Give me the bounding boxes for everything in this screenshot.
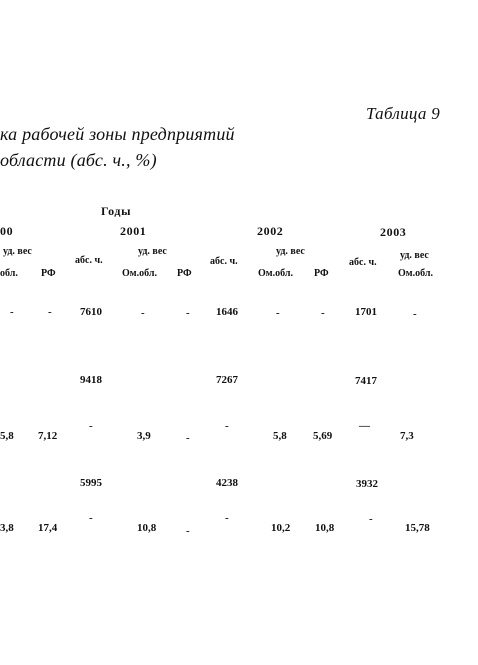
table-cell: -: [141, 307, 145, 319]
table-cell: -: [321, 307, 325, 319]
rf-2002: РФ: [314, 268, 329, 279]
table-cell: 3932: [356, 478, 378, 490]
table-cell: -: [186, 307, 190, 319]
years-header: Годы: [101, 204, 132, 218]
table-cell: 4238: [216, 477, 238, 489]
table-cell: -: [276, 307, 280, 319]
table-cell: 1646: [216, 306, 238, 318]
year-2003: 2003: [380, 225, 407, 239]
table-cell: 7,12: [38, 430, 58, 442]
year-2000-cut: 00: [0, 224, 14, 238]
table-cell: -: [186, 525, 190, 537]
abs-2001: абс. ч.: [75, 255, 103, 266]
table-cell: 7417: [355, 375, 377, 387]
table-cell: 15,78: [405, 522, 430, 534]
ud-ves-2002: уд. вес: [276, 246, 305, 257]
rf-2001: РФ: [177, 268, 192, 279]
table-cell: -: [10, 306, 14, 318]
ud-ves-2001: уд. вес: [138, 246, 167, 257]
table-cell: 5,8: [273, 430, 287, 442]
title-line-1: ка рабочей зоны предприятий: [0, 124, 235, 144]
table-cell: 17,4: [38, 522, 58, 534]
table-cell: 5,8: [0, 430, 14, 442]
ud-ves-2000: уд. вес: [3, 246, 32, 257]
table-cell: -: [225, 512, 229, 524]
abs-2002: абс. ч.: [210, 256, 238, 267]
om-obl-2002: Ом.обл.: [258, 268, 293, 279]
table-label: Таблица 9: [366, 104, 441, 123]
table-cell: 1701: [355, 306, 377, 318]
table-cell: 5,69: [313, 430, 333, 442]
table-cell: 3,8: [0, 522, 14, 534]
table-cell: -: [413, 308, 417, 320]
table-cell: -: [186, 432, 190, 444]
table-cell: 9418: [80, 374, 102, 386]
year-2002: 2002: [257, 224, 284, 238]
table-cell: -: [89, 420, 93, 432]
table-cell: 7610: [80, 306, 102, 318]
table-cell: 5995: [80, 477, 102, 489]
om-obl-2000: обл.: [0, 268, 18, 279]
table-cell: 7267: [216, 374, 238, 386]
table-cell: 3,9: [137, 430, 151, 442]
abs-2003: абс. ч.: [349, 257, 377, 268]
table-cell: -: [48, 306, 52, 318]
ud-ves-2003: уд. вес: [400, 250, 429, 261]
table-cell: 10,2: [271, 522, 291, 534]
table-cell: -: [89, 512, 93, 524]
table-cell: 7,3: [400, 430, 414, 442]
title-line-2: области (абс. ч., %): [0, 150, 157, 170]
table-cell: 10,8: [315, 522, 335, 534]
year-2001: 2001: [120, 224, 147, 238]
table-cell: -: [225, 420, 229, 432]
table-cell: -: [369, 513, 373, 525]
rf-2000: РФ: [41, 268, 56, 279]
table-cell: —: [359, 420, 370, 432]
om-obl-2003: Ом.обл.: [398, 268, 433, 279]
table-cell: 10,8: [137, 522, 157, 534]
om-obl-2001: Ом.обл.: [122, 268, 157, 279]
